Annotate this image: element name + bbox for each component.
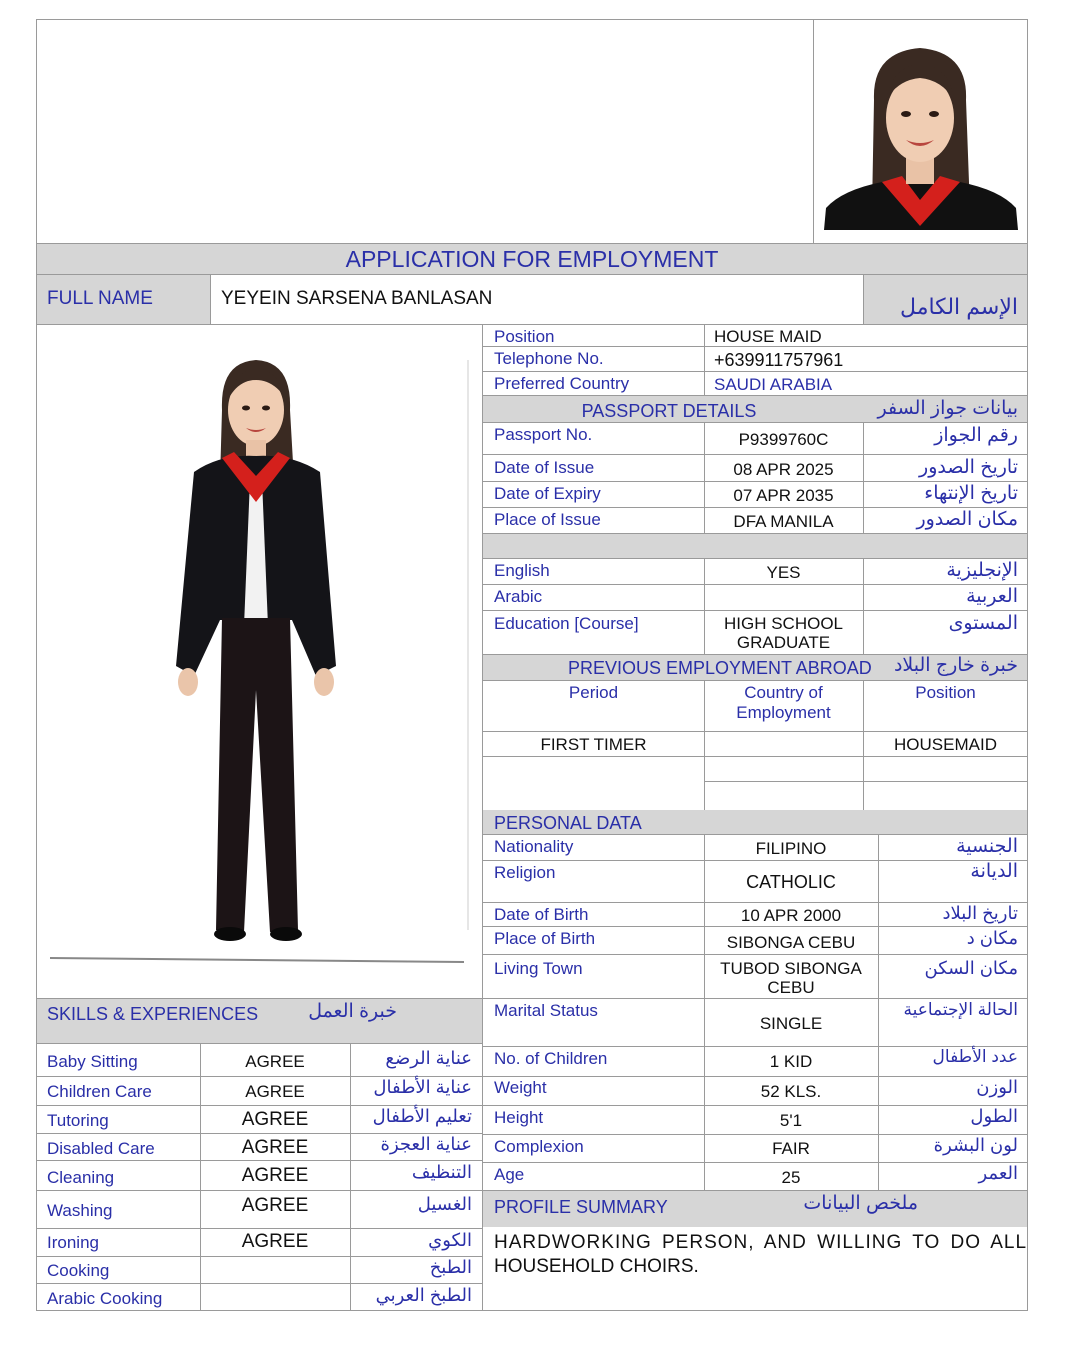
english-label-ar: الإنجليزية: [946, 560, 1018, 581]
date-of-expiry-label: Date of Expiry: [494, 484, 601, 503]
skill-washing-value: AGREE: [241, 1195, 309, 1216]
prev-employment-header: PREVIOUS EMPLOYMENT ABROAD: [568, 658, 872, 678]
complexion-value: FAIR: [772, 1139, 810, 1158]
profile-text-line1: HARDWORKING PERSON, AND WILLING TO DO ALL: [494, 1232, 1028, 1253]
preferred-country-label: Preferred Country: [494, 374, 630, 393]
arabic-label-ar: العربية: [966, 586, 1018, 607]
religion-label: Religion: [494, 863, 556, 882]
children-label: No. of Children: [494, 1049, 608, 1068]
skill-children-care-label: Children Care: [47, 1082, 152, 1101]
passport-no-label: Passport No.: [494, 425, 593, 444]
education-label: Education [Course]: [494, 614, 639, 633]
skill-cleaning-value: AGREE: [241, 1165, 309, 1186]
height-value: 5'1: [779, 1111, 803, 1130]
passport-no-label-ar: رقم الجواز: [934, 425, 1018, 446]
children-value: 1 KID: [769, 1052, 813, 1071]
skill-tutoring-label: Tutoring: [47, 1111, 109, 1130]
children-label-ar: عدد الأطفال: [932, 1047, 1018, 1066]
education-label-ar: المستوى: [948, 613, 1018, 634]
prev-employment-header-ar: خبرة خارج البلاد: [893, 655, 1018, 676]
place-of-issue-value: DFA MANILA: [733, 512, 834, 531]
date-of-issue-label: Date of Issue: [494, 458, 595, 477]
nationality-value: FILIPINO: [755, 839, 827, 858]
education-value-line2: GRADUATE: [736, 633, 831, 652]
height-label-ar: الطول: [970, 1106, 1018, 1126]
living-town-value-line1: TUBOD SIBONGA: [720, 959, 862, 978]
full-body-photo: [44, 330, 474, 970]
skill-tutoring-value: AGREE: [241, 1109, 309, 1130]
col-country-line1: Country of: [744, 683, 823, 702]
height-label: Height: [494, 1108, 544, 1127]
place-of-issue-label: Place of Issue: [494, 510, 601, 529]
passport-header: PASSPORT DETAILS: [581, 401, 757, 421]
prev-period-value: FIRST TIMER: [540, 735, 647, 754]
living-town-label-ar: مكان السكن: [924, 958, 1018, 978]
skill-children-care-label-ar: عناية الأطفال: [373, 1077, 472, 1097]
col-period: Period: [568, 683, 619, 702]
skill-baby-sitting-value: AGREE: [245, 1052, 305, 1071]
skill-cleaning-label: Cleaning: [47, 1168, 115, 1187]
skill-tutoring-label-ar: تعليم الأطفال: [372, 1106, 472, 1126]
age-label: Age: [494, 1165, 525, 1184]
skill-cooking-label-ar: الطبخ: [429, 1257, 472, 1277]
living-town-label: Living Town: [494, 959, 583, 978]
age-label-ar: العمر: [978, 1163, 1018, 1183]
marital-status-label-ar: الحالة الإجتماعية: [903, 1000, 1018, 1019]
profile-header-ar: ملخص البيانات: [803, 1193, 918, 1214]
pob-value: SIBONGA CEBU: [726, 933, 856, 952]
english-value: YES: [766, 563, 801, 582]
complexion-label: Complexion: [494, 1137, 584, 1156]
full-name-label-ar: الإسم الكامل: [900, 294, 1018, 319]
skill-ironing-value: AGREE: [241, 1231, 309, 1252]
profile-text-line2: HOUSEHOLD CHOIRS.: [494, 1256, 699, 1277]
skill-washing-label: Washing: [47, 1201, 113, 1220]
nationality-label: Nationality: [494, 837, 574, 856]
full-name-value: YEYEIN SARSENA BANLASAN: [221, 288, 493, 309]
marital-status-label: Marital Status: [494, 1001, 598, 1020]
passport-no-value: P9399760C: [738, 430, 829, 449]
skill-baby-sitting-label: Baby Sitting: [47, 1052, 138, 1071]
dob-label: Date of Birth: [494, 905, 589, 924]
marital-status-value: SINGLE: [759, 1014, 823, 1033]
place-of-issue-label-ar: مكان الصدور: [916, 509, 1018, 530]
preferred-country-value: SAUDI ARABIA: [714, 375, 833, 394]
skills-header-ar: خبرة العمل: [308, 1001, 397, 1022]
living-town-value-line2: CEBU: [767, 978, 815, 997]
religion-value: CATHOLIC: [746, 872, 836, 892]
complexion-label-ar: لون البشرة: [933, 1135, 1018, 1155]
skill-disabled-care-label: Disabled Care: [47, 1139, 155, 1158]
dob-label-ar: تاريخ البلاد: [942, 903, 1018, 923]
skill-baby-sitting-label-ar: عناية الرضع: [385, 1048, 472, 1068]
prev-position-value: HOUSEMAID: [894, 735, 997, 754]
date-of-expiry-value: 07 APR 2035: [733, 486, 834, 505]
pob-label: Place of Birth: [494, 929, 596, 948]
skill-washing-label-ar: الغسيل: [417, 1194, 472, 1214]
skill-ironing-label: Ironing: [47, 1233, 99, 1252]
skill-cleaning-label-ar: التنظيف: [411, 1162, 472, 1182]
nationality-label-ar: الجنسية: [956, 836, 1018, 857]
weight-value: 52 KLS.: [760, 1082, 822, 1101]
english-label: English: [494, 561, 550, 580]
religion-label-ar: الديانة: [970, 861, 1018, 882]
date-of-expiry-label-ar: تاريخ الإنتهاء: [924, 483, 1018, 504]
telephone-value: +639911757961: [714, 350, 844, 370]
page-title: APPLICATION FOR EMPLOYMENT: [345, 246, 719, 272]
pob-label-ar: مكان د: [966, 928, 1018, 948]
skill-arabic-cooking-label: Arabic Cooking: [47, 1289, 163, 1308]
weight-label-ar: الوزن: [976, 1077, 1018, 1097]
personal-header: PERSONAL DATA: [494, 813, 642, 833]
col-country-line2: Employment: [736, 703, 831, 722]
skill-arabic-cooking-label-ar: الطبخ العربي: [375, 1285, 472, 1305]
col-position: Position: [915, 683, 976, 702]
skill-disabled-care-label-ar: عناية العجزة: [380, 1134, 472, 1154]
skill-disabled-care-value: AGREE: [241, 1137, 309, 1158]
full-name-label: FULL NAME: [47, 288, 153, 309]
age-value: 25: [781, 1168, 801, 1187]
passport-header-ar: بيانات جواز السفر: [877, 398, 1018, 419]
telephone-label: Telephone No.: [494, 349, 604, 368]
date-of-issue-label-ar: تاريخ الصدور: [919, 457, 1018, 478]
education-value-line1: HIGH SCHOOL: [723, 614, 844, 633]
headshot-photo: [822, 30, 1020, 230]
position-value: HOUSE MAID: [714, 327, 822, 346]
skill-ironing-label-ar: الكوي: [428, 1230, 472, 1250]
date-of-issue-value: 08 APR 2025: [733, 460, 834, 479]
profile-header: PROFILE SUMMARY: [494, 1197, 668, 1217]
dob-value: 10 APR 2000: [740, 906, 842, 925]
arabic-label: Arabic: [494, 587, 543, 606]
skills-header: SKILLS & EXPERIENCES: [47, 1004, 259, 1024]
skill-children-care-value: AGREE: [245, 1082, 305, 1101]
weight-label: Weight: [494, 1078, 547, 1097]
position-label: Position: [494, 327, 555, 346]
skill-cooking-label: Cooking: [47, 1261, 110, 1280]
